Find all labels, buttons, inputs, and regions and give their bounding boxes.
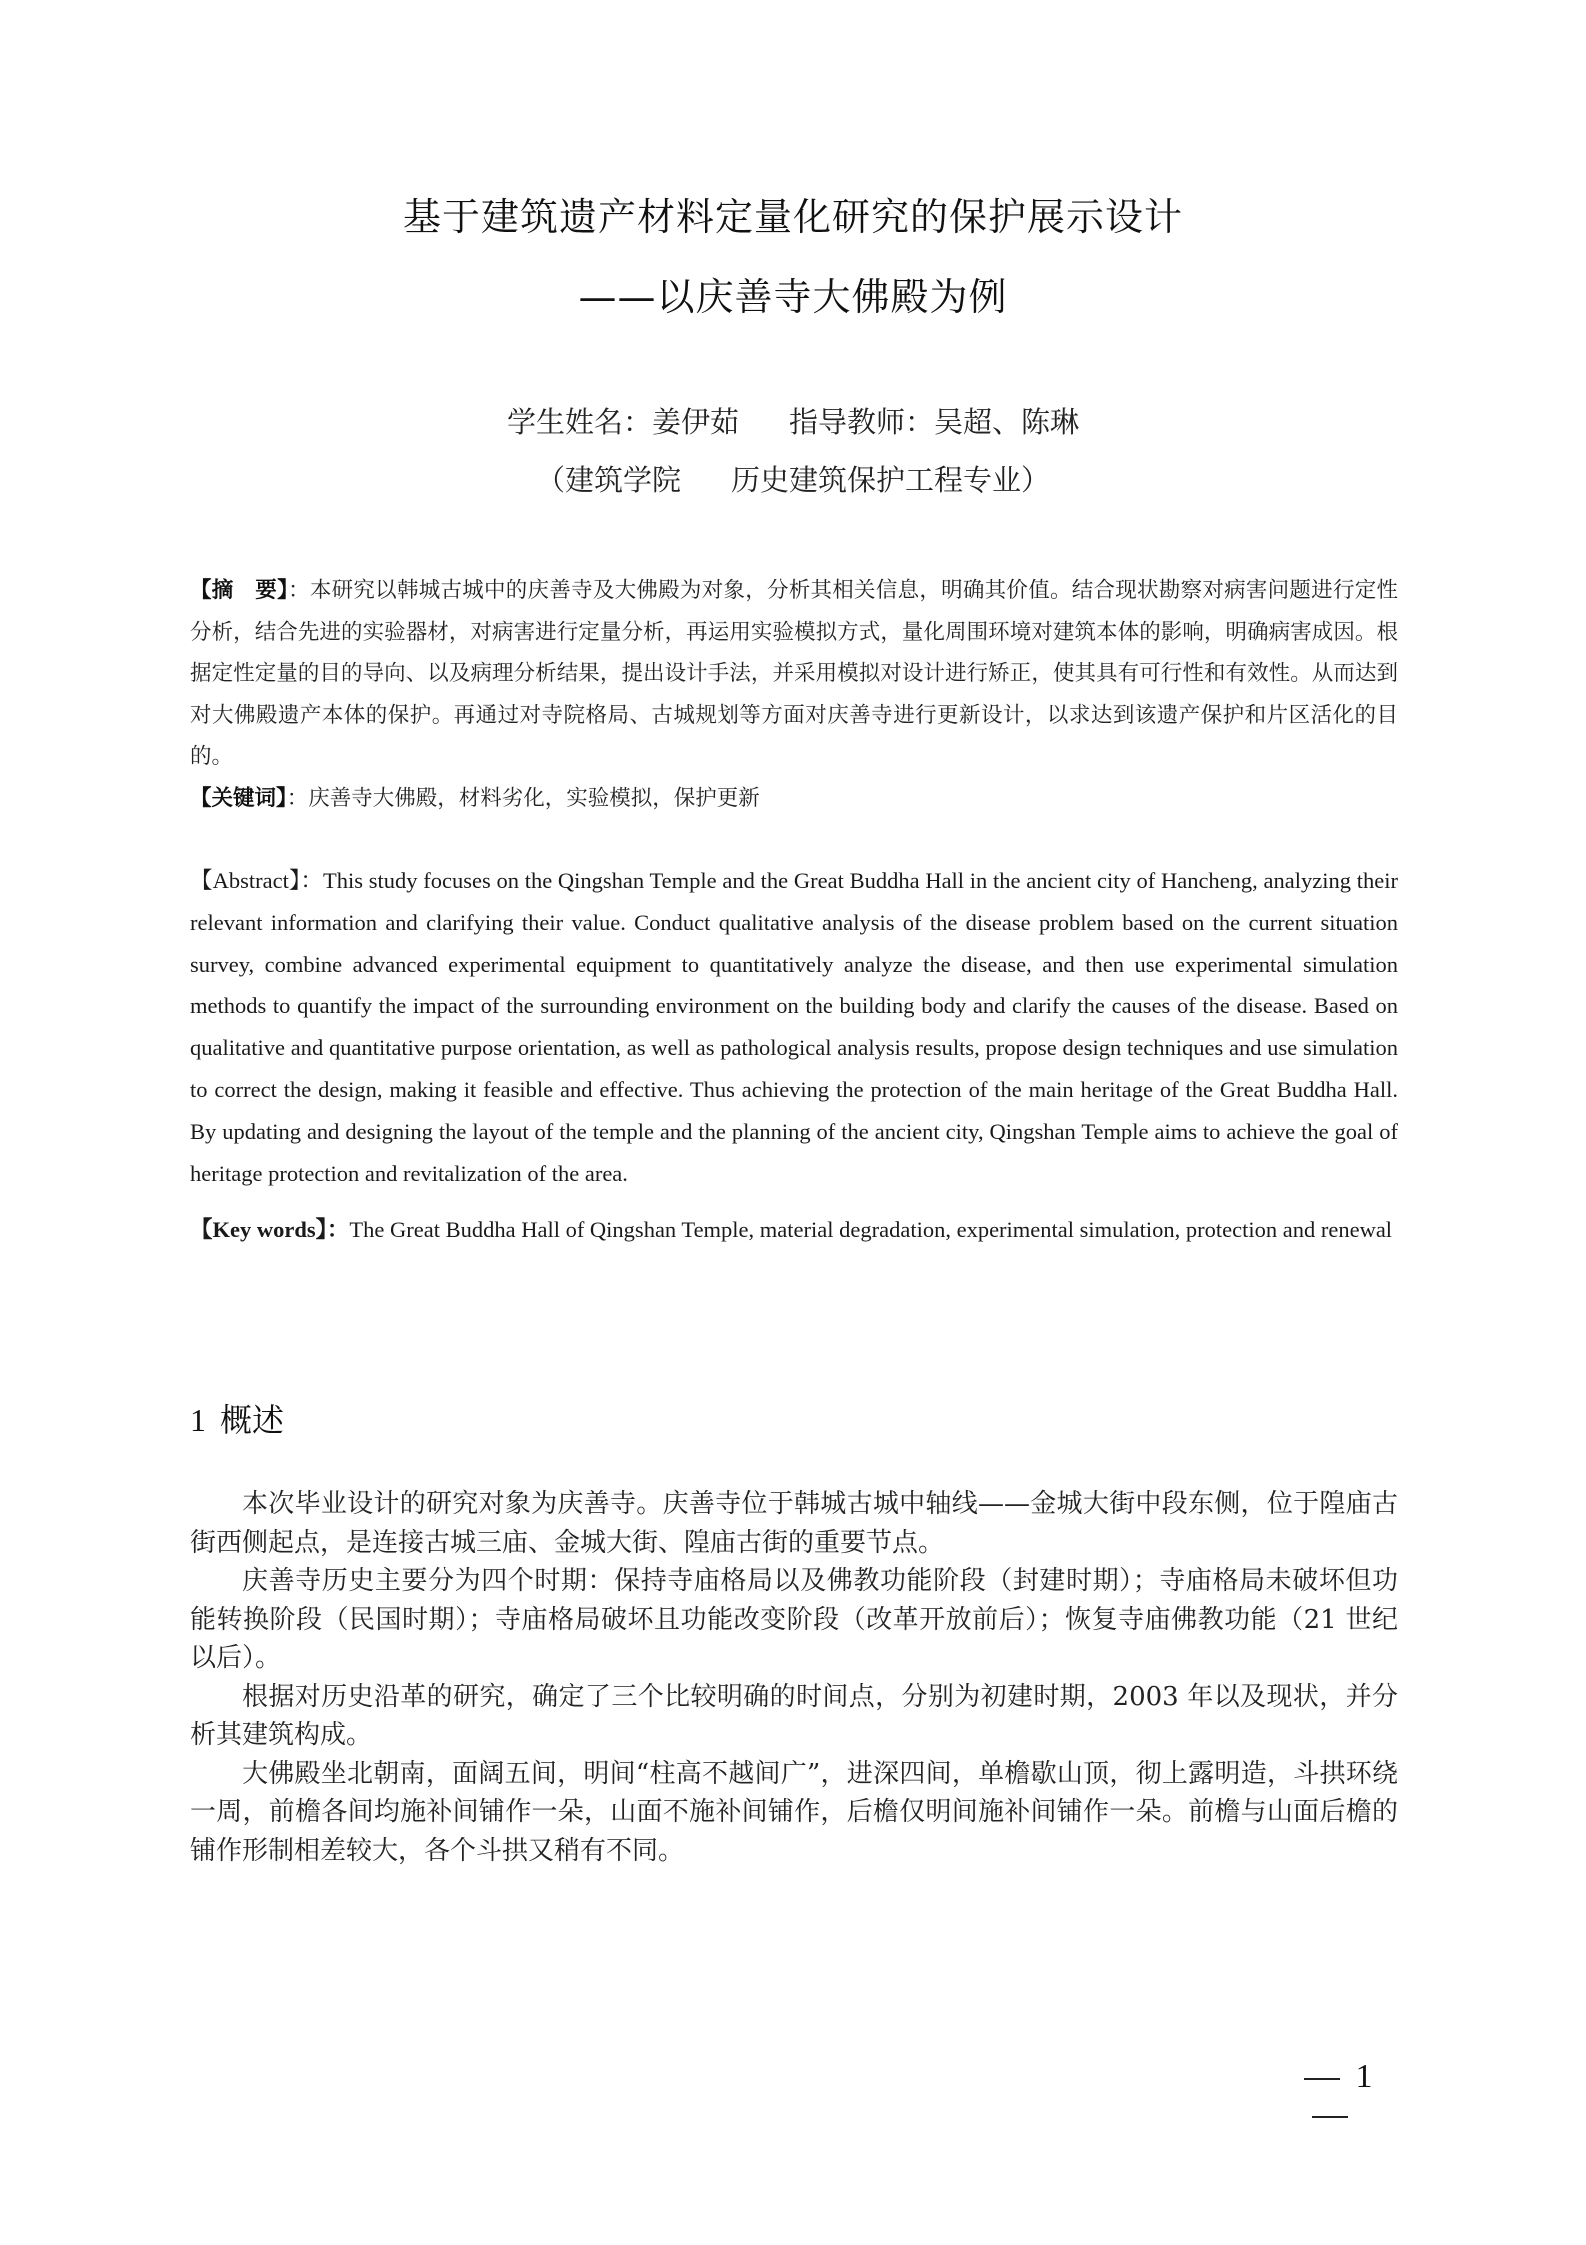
- advisor-names: 指导教师：吴超、陈琳: [789, 405, 1080, 439]
- keywords-cn-label: 【关键词】: [190, 785, 287, 811]
- body-paragraph: 根据对历史沿革的研究，确定了三个比较明确的时间点，分别为初建时期，2003 年以及现状，并分析其建筑构成。: [190, 1681, 1398, 1750]
- abstract-cn-label: 【摘 要】: [190, 578, 289, 603]
- keywords-cn: [190, 778, 1398, 820]
- body-paragraph: 庆善寺历史主要分为四个时期：保持寺庙格局以及佛教功能阶段（封建时期）；寺庙格局未破坏但功能转换阶段（民国时期）；寺庙格局破坏且功能改变阶段（改革开放前后）；恢复寺庙佛教功能（21 世纪以后）。: [190, 1566, 1398, 1673]
- section-body: [190, 1485, 1398, 1870]
- keywords-cn-text: 庆善寺大佛殿，材料劣化，实验模拟，保护更新: [308, 785, 760, 811]
- keywords-en: [190, 1208, 1398, 1251]
- major-name: 历史建筑保护工程专业）: [731, 463, 1051, 497]
- page-number-dash-right: [1312, 2116, 1348, 2118]
- body-paragraph: 大佛殿坐北朝南，面阔五间，明间“柱高不越间广”，进深四间，单檐歇山顶，彻上露明造，斗拱环绕一周，前檐各间均施补间铺作一朵，山面不施补间铺作，后檐仅明间施补间铺作一朵。前檐与山面后檐的铺作形制相差较大，各个斗拱又稍有不同。: [190, 1758, 1398, 1866]
- abstract-en-text: This study focuses on the Qingshan Temple and the Great Buddha Hall in the ancient city of Hancheng, analyzing their relevant information and clarifying their value. Conduct qualitative analysis of the disease problem based on the current situation survey, combine advanced experimental equipment to quantitatively analyze the disease, and then use experimental simulation methods to quantify the impact of the surrounding environment on the building body and clarify the causes of the disease. Based on qualitative and quantitative purpose orientation, as well as pathological analysis results, propose design techniques and use simulation to correct the design, making it feasible and effective. Thus achieving the protection of the main heritage of the Great Buddha Hall. By updating and designing the layout of the temple and the planning of the ancient city, Qingshan Temple aims to achieve the goal of heritage protection and revitalization of the area.: [190, 868, 1398, 1186]
- keywords-cn-separator: ：: [286, 785, 309, 811]
- author-line: [0, 400, 1586, 441]
- abstract-cn: [190, 570, 1398, 819]
- abstract-en-separator: ：: [300, 868, 323, 893]
- section-number: 1: [190, 1402, 206, 1438]
- keywords-en-text: The Great Buddha Hall of Qingshan Temple, material degradation, experimental simulation, protection and renewal: [349, 1217, 1393, 1242]
- abstract-cn-paragraph: [190, 570, 1398, 778]
- abstract-en: [190, 860, 1398, 1194]
- school-name: （建筑学院: [535, 463, 681, 497]
- page-number-dash-left: [1304, 2078, 1340, 2080]
- abstract-en-label: 【Abstract】: [190, 868, 301, 893]
- paper-subtitle: ——以庆善寺大佛殿为例: [578, 275, 1008, 319]
- keywords-en-label: 【Key words】: [190, 1217, 327, 1242]
- abstract-cn-text: 本研究以韩城古城中的庆善寺及大佛殿为对象，分析其相关信息，明确其价值。结合现状勘察对病害问题进行定性分析，结合先进的实验器材，对病害进行定量分析，再运用实验模拟方式，量化周围环境对建筑本体的影响，明确病害成因。根据定性定量的目的导向、以及病理分析结果，提出设计手法，并采用模拟对设计进行矫正，使其具有可行性和有效性。从而达到对大佛殿遗产本体的保护。再通过对寺院格局、古城规划等方面对庆善寺进行更新设计，以求达到该遗产保护和片区活化的目的。: [190, 578, 1398, 769]
- affiliation-line: [0, 458, 1586, 499]
- body-paragraph: 本次毕业设计的研究对象为庆善寺。庆善寺位于韩城古城中轴线——金城大街中段东侧，位于隍庙古街西侧起点，是连接古城三庙、金城大街、隍庙古街的重要节点。: [190, 1489, 1398, 1558]
- page-number: [1260, 2058, 1400, 2134]
- page-number-value: 1: [1355, 2058, 1373, 2095]
- section-heading: [190, 1395, 284, 1441]
- section-title: 概述: [220, 1401, 285, 1439]
- keywords-en-separator: ：: [326, 1217, 350, 1242]
- paper-title: 基于建筑遗产材料定量化研究的保护展示设计: [402, 195, 1183, 239]
- abstract-cn-separator: ：: [288, 578, 310, 603]
- student-name: 学生姓名：姜伊茹: [506, 405, 739, 439]
